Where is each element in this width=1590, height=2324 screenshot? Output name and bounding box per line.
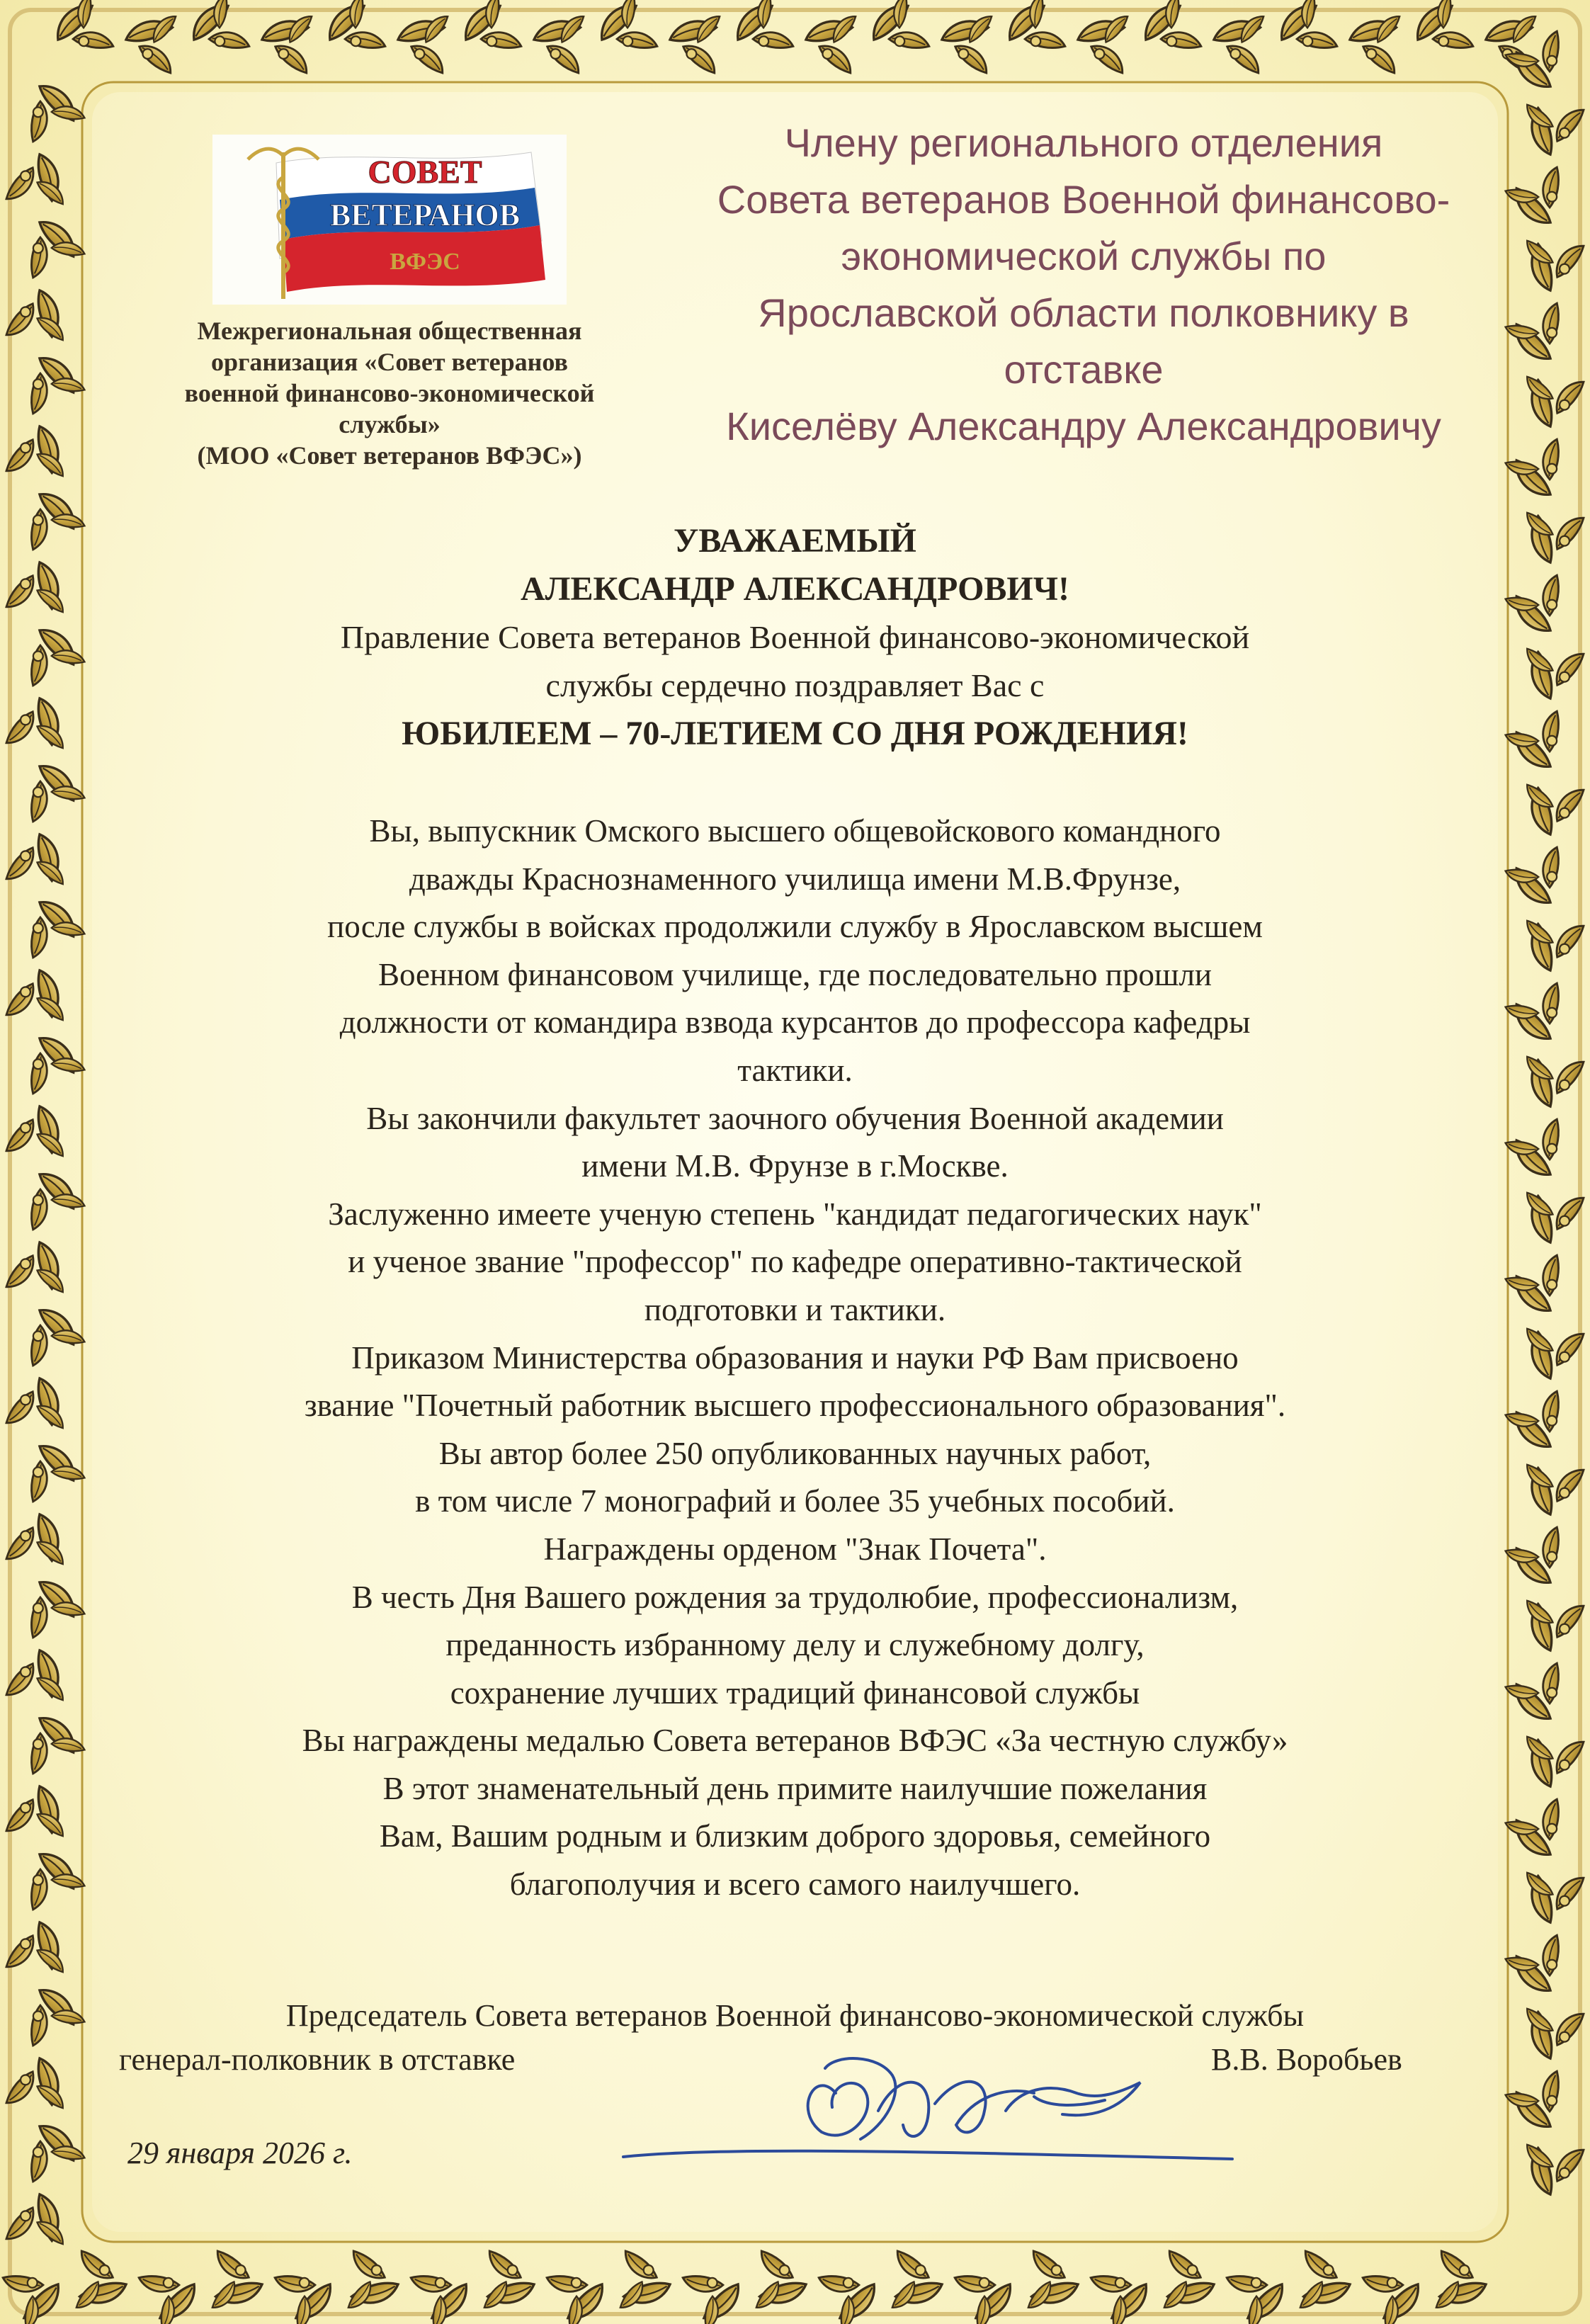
body-line: дважды Краснознаменного училища имени М.В.Фрунзе, xyxy=(409,861,1181,897)
occasion-heading: ЮБИЛЕЕМ – 70-ЛЕТИЕМ СО ДНЯ РОЖДЕНИЯ! xyxy=(402,715,1188,752)
body-text xyxy=(113,807,1477,1909)
org-line: военной финансово-экономической xyxy=(184,379,595,407)
laurel-sprig-icon xyxy=(742,2243,818,2323)
body-line: тактики. xyxy=(737,1052,853,1088)
body-line: преданность избранному делу и служебному долгу, xyxy=(445,1627,1145,1663)
org-line: Межрегиональная общественная xyxy=(197,317,582,345)
laurel-sprig-icon xyxy=(1499,2065,1579,2141)
organization-name xyxy=(142,315,637,471)
body-line: звание "Почетный работник высшего профессионального образования". xyxy=(304,1388,1286,1424)
laurel-sprig-icon xyxy=(11,1159,91,1235)
laurel-sprig-icon xyxy=(606,2243,682,2323)
laurel-sprig-icon xyxy=(1499,1521,1579,1597)
laurel-sprig-icon xyxy=(198,2243,274,2323)
laurel-sprig-icon xyxy=(11,1703,91,1779)
org-line: организация «Совет ветеранов xyxy=(211,348,568,376)
laurel-sprig-icon xyxy=(385,1,461,81)
logo-graphic xyxy=(212,135,567,305)
body-line: Награждены орденом "Знак Почета". xyxy=(543,1531,1047,1567)
laurel-sprig-icon xyxy=(1286,2243,1362,2323)
intro-line: Правление Совета ветеранов Военной финансово-экономической xyxy=(340,619,1250,655)
body-line: Военном финансовом училище, где последовательно прошли xyxy=(377,956,1213,992)
laurel-sprig-icon xyxy=(1499,977,1579,1053)
document-date: 29 января 2026 г. xyxy=(127,2136,353,2170)
body-line: Вам, Вашим родным и близким доброго здоровья, семейного xyxy=(379,1818,1211,1854)
addressee-name: Киселёву Александру Александровичу xyxy=(726,404,1441,448)
addressee-line: Ярославской области полковнику в xyxy=(758,290,1409,335)
council-logo xyxy=(212,135,567,305)
laurel-sprig-icon xyxy=(113,1,189,81)
intro-line: службы сердечно поздравляет Вас с xyxy=(545,667,1045,703)
org-line: (МОО «Совет ветеранов ВФЭС») xyxy=(197,441,582,470)
body-line: Вы закончили факультет заочного обучения Военной академии xyxy=(366,1100,1224,1136)
signer-name: В.В. Воробьев xyxy=(1211,2042,1402,2077)
laurel-sprig-icon xyxy=(1014,2243,1090,2323)
laurel-sprig-icon xyxy=(11,887,91,963)
laurel-sprig-icon xyxy=(1499,1249,1579,1325)
laurel-sprig-icon xyxy=(11,751,91,827)
laurel-sprig-icon xyxy=(11,479,91,555)
body-line: и ученое звание "профессор" по кафедре оперативно-тактической xyxy=(348,1244,1242,1280)
laurel-sprig-icon xyxy=(1499,1929,1579,2005)
body-line: Приказом Министерства образования и науки РФ Вам присвоено xyxy=(351,1339,1239,1376)
addressee-line: отставке xyxy=(1004,347,1164,392)
laurel-sprig-icon xyxy=(1065,1,1141,81)
body-line: Вы, выпускник Омского высшего общевойскового командного xyxy=(369,813,1221,849)
laurel-sprig-icon xyxy=(11,1431,91,1507)
logo-line-2: ВЕТЕРАНОВ xyxy=(329,198,521,232)
body-line: Заслуженно имеете ученую степень "кандидат педагогических наук" xyxy=(328,1196,1262,1232)
body-line: В этот знаменательный день примите наилучшие пожелания xyxy=(382,1770,1208,1806)
body-line: подготовки и тактики. xyxy=(644,1291,946,1327)
greeting-block xyxy=(113,517,1477,758)
laurel-sprig-icon xyxy=(334,2243,410,2323)
body-line: Вы награждены медалью Совета ветеранов ВФЭС «За честную службу» xyxy=(302,1723,1288,1759)
signer-rank: генерал-полковник в отставке xyxy=(119,2042,516,2077)
laurel-sprig-icon xyxy=(1499,569,1579,645)
laurel-sprig-icon xyxy=(11,207,91,283)
addressee-line: Члену регионального отделения xyxy=(784,120,1383,165)
laurel-sprig-icon xyxy=(11,71,91,147)
laurel-sprig-icon xyxy=(1422,2243,1498,2323)
body-line: в том числе 7 монографий и более 35 учебных пособий. xyxy=(415,1483,1175,1519)
body-line: сохранение лучших традиций финансовой службы xyxy=(450,1674,1140,1711)
laurel-sprig-icon xyxy=(1499,841,1579,917)
addressee-line: Совета ветеранов Военной финансово- xyxy=(717,177,1450,222)
laurel-sprig-icon xyxy=(11,1839,91,1915)
laurel-sprig-icon xyxy=(11,1023,91,1099)
laurel-sprig-icon xyxy=(11,343,91,419)
laurel-sprig-icon xyxy=(657,1,733,81)
laurel-sprig-icon xyxy=(878,2243,954,2323)
laurel-sprig-icon xyxy=(11,1295,91,1371)
body-line: В честь Дня Вашего рождения за трудолюбие, профессионализм, xyxy=(351,1579,1239,1615)
laurel-sprig-icon xyxy=(793,1,869,81)
salutation: УВАЖАЕМЫЙ xyxy=(674,522,916,560)
laurel-sprig-icon xyxy=(929,1,1005,81)
laurel-sprig-icon xyxy=(11,1975,91,2051)
laurel-sprig-icon xyxy=(1150,2243,1226,2323)
laurel-sprig-icon xyxy=(1499,1793,1579,1869)
laurel-sprig-icon xyxy=(1337,1,1413,81)
laurel-sprig-icon xyxy=(1201,1,1277,81)
body-line: должности от командира взвода курсантов до профессора кафедры xyxy=(339,1004,1251,1041)
laurel-sprig-icon xyxy=(521,1,597,81)
laurel-sprig-icon xyxy=(470,2243,546,2323)
logo-line-3: ВФЭС xyxy=(390,249,460,275)
logo-line-1: СОВЕТ xyxy=(368,154,482,190)
laurel-sprig-icon xyxy=(1499,705,1579,781)
chairman-title: Председатель Совета ветеранов Военной финансово-экономической службы xyxy=(285,1998,1305,2033)
laurel-sprig-icon xyxy=(11,615,91,691)
org-line: службы» xyxy=(339,410,441,438)
laurel-sprig-icon xyxy=(11,1567,91,1643)
laurel-sprig-icon xyxy=(1499,1385,1579,1461)
addressee-block xyxy=(623,115,1544,455)
laurel-sprig-icon xyxy=(1499,1657,1579,1733)
addressee-line: экономической службы по xyxy=(841,234,1327,278)
laurel-sprig-icon xyxy=(11,2111,91,2187)
body-line: имени М.В. Фрунзе в г.Москве. xyxy=(581,1148,1009,1184)
handwritten-signature xyxy=(581,2026,1261,2167)
body-line: Вы автор более 250 опубликованных научных работ, xyxy=(438,1435,1152,1471)
laurel-sprig-icon xyxy=(1499,1113,1579,1189)
laurel-sprig-icon xyxy=(62,2243,138,2323)
salutation-name: АЛЕКСАНДР АЛЕКСАНДРОВИЧ! xyxy=(521,570,1069,608)
body-line: после службы в войсках продолжили службу в Ярославском высшем xyxy=(327,909,1263,945)
laurel-sprig-icon xyxy=(249,1,325,81)
body-line: благополучия и всего самого наилучшего. xyxy=(509,1866,1081,1903)
